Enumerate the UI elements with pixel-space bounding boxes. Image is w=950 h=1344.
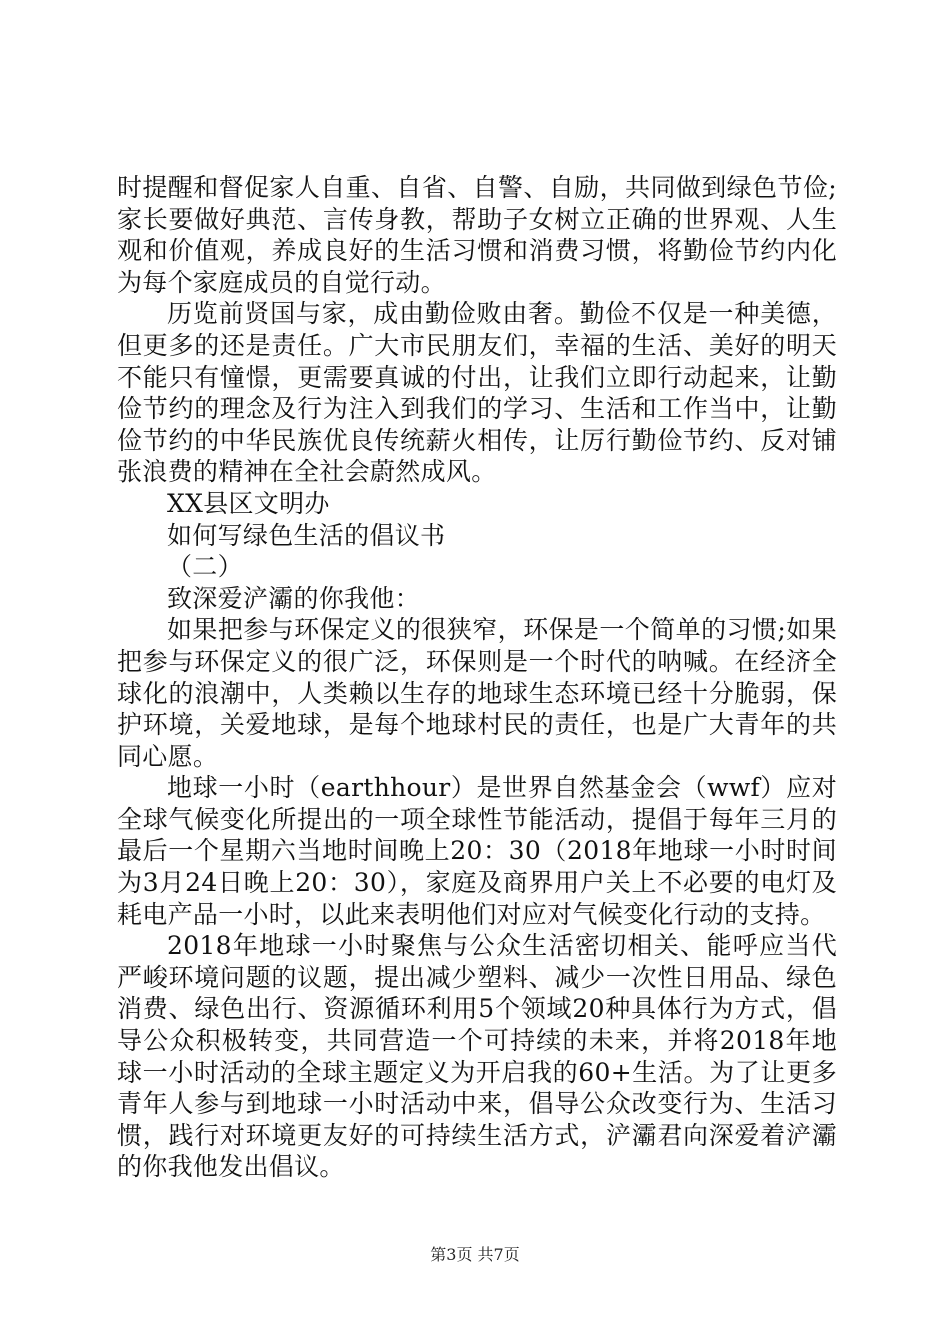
section-number: （二） [167,552,243,582]
section-title: 如何写绿色生活的倡议书 [167,520,446,550]
paragraph-3: 如果把参与环保定义的很狭窄，环保是一个简单的习惯;如果把参与环保定义的很广泛，环保则是一个时代的呐喊。在经济全球化的浪潮中，人类赖以生存的地球生态环境已经十分脆弱，保护环境，关爱地球，是每个地球村民的责任，也是广大青年的共同心愿。 [117,615,837,771]
paragraph-5: 2018年地球一小时聚焦与公众生活密切相关、能呼应当代严峻环境问题的议题，提出减少塑料、减少一次性日用品、绿色消费、绿色出行、资源循环利用5个领域20种具体行为方式，倡导公众积极转变，共同营造一个可持续的未来，并将2018年地球一小时活动的全球主题定义为开启我的60+生活。为了让更多青年人参与到地球一小时活动中来，倡导公众改变行为、生活习惯，践行对环境更友好的可持续生活方式，浐灞君向深爱着浐灞的你我他发出倡议。 [117,931,837,1182]
paragraph-4: 地球一小时（earthhour）是世界自然基金会（wwf）应对全球气候变化所提出的一项全球性节能活动，提倡于每年三月的最后一个星期六当地时间晚上20：30（2018年地球一小时时间为3月24日晚上20：30），家庭及商界用户关上不必要的电灯及耗电产品一小时，以此来表明他们对应对气候变化行动的支持。 [117,773,837,929]
signature-line: XX县区文明办 [167,488,330,518]
document-body [117,172,837,1183]
paragraph-1: 时提醒和督促家人自重、自省、自警、自励，共同做到绿色节俭;家长要做好典范、言传身教，帮助子女树立正确的世界观、人生观和价值观，养成良好的生活习惯和消费习惯，将勤俭节约内化为每个家庭成员的自觉行动。 [117,173,837,297]
paragraph-2: 历览前贤国与家，成由勤俭败由奢。勤俭不仅是一种美德，但更多的还是责任。广大市民朋友们，幸福的生活、美好的明天不能只有憧憬，更需要真诚的付出，让我们立即行动起来，让勤俭节约的理念及行为注入到我们的学习、生活和工作当中，让勤俭节约的中华民族优良传统薪火相传，让厉行勤俭节约、反对铺张浪费的精神在全社会蔚然成风。 [117,299,837,487]
page-footer: 第3页 共7页 [430,1245,520,1264]
salutation: 致深爱浐灞的你我他： [167,583,421,613]
